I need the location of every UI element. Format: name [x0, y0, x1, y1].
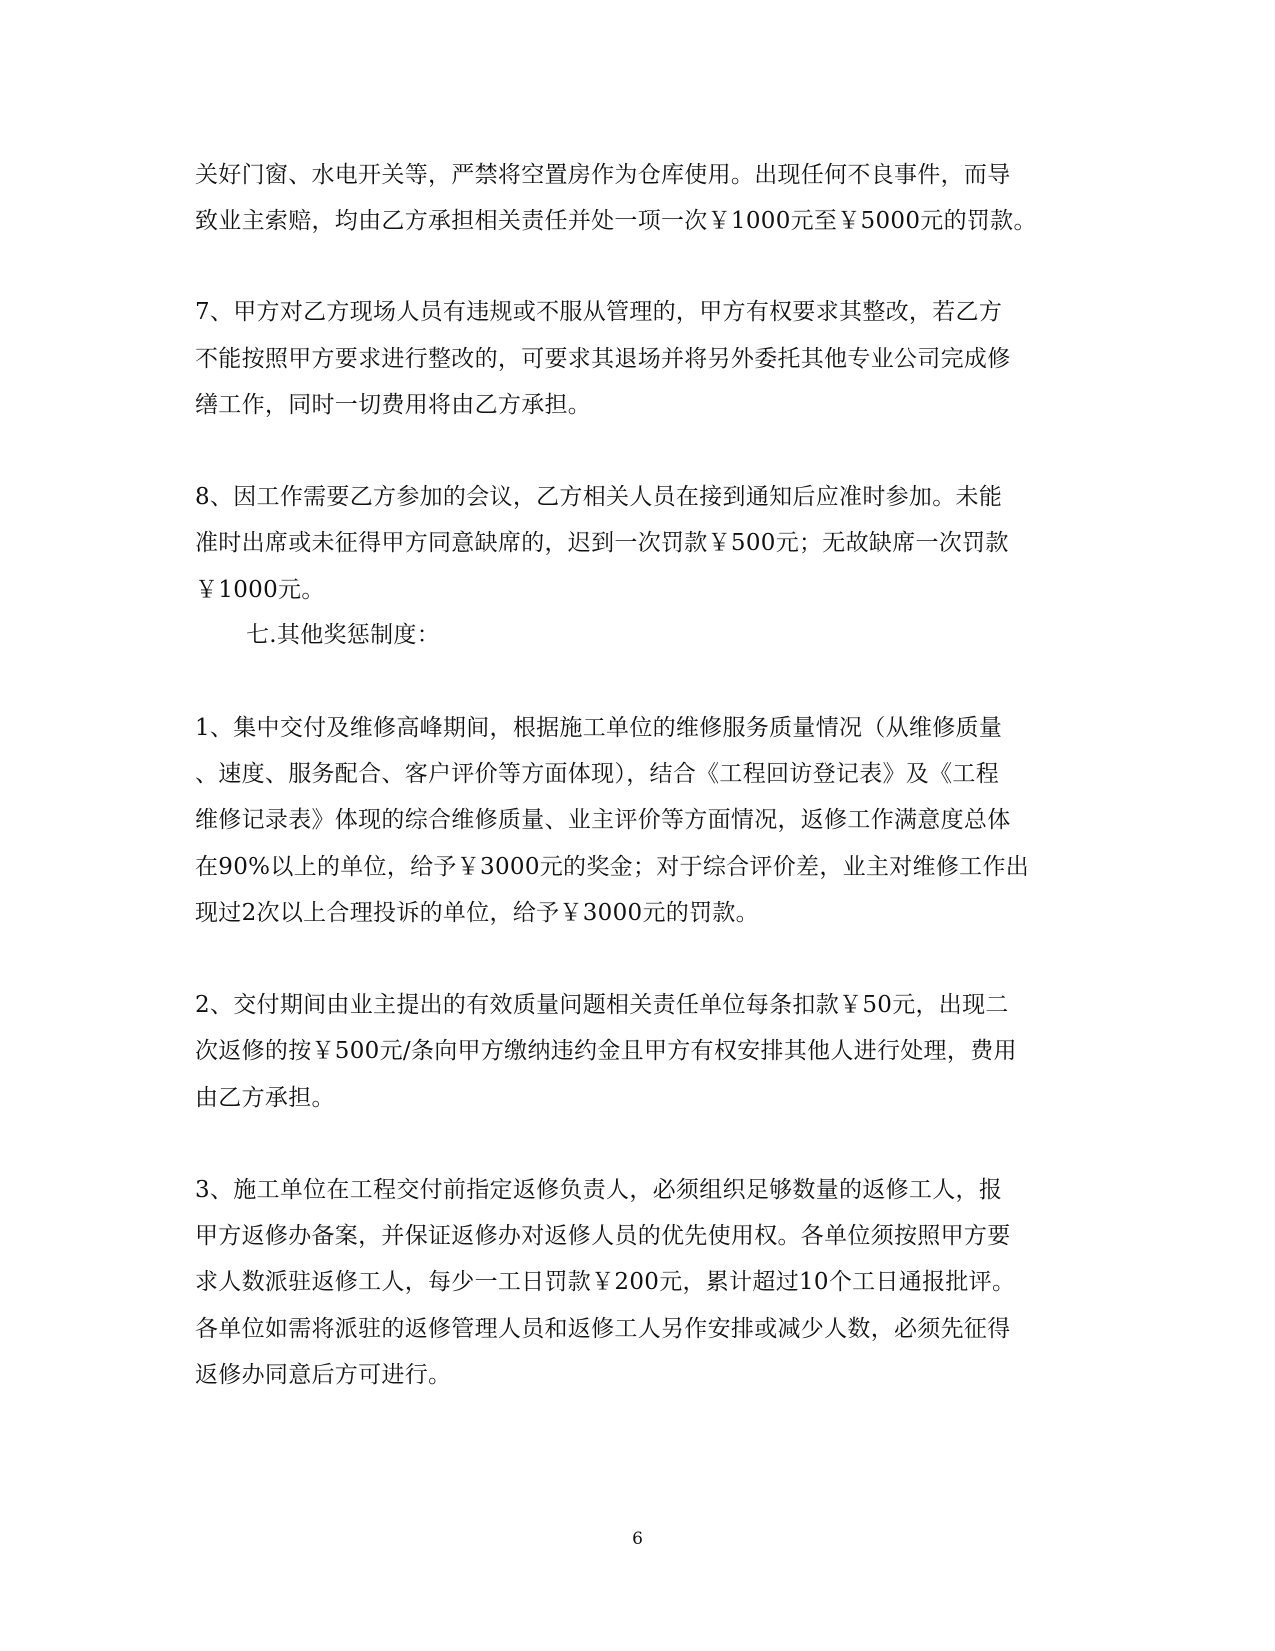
reward-item-3-line-5: 返修办同意后方可进行。 — [195, 1362, 452, 1388]
page-number: 6 — [632, 1529, 643, 1549]
item-7-line-1: 7、甲方对乙方现场人员有违规或不服从管理的，甲方有权要求其整改，若乙方 — [195, 299, 1003, 325]
reward-item-1-line-2: 、速度、服务配合、客户评价等方面体现），结合《工程回访登记表》及《工程 — [195, 761, 999, 787]
reward-item-2-line-2: 次返修的按￥500元/条向甲方缴纳违约金且甲方有权安排其他人进行处理，费用 — [195, 1038, 1017, 1064]
item-7-line-2: 不能按照甲方要求进行整改的，可要求其退场并将另外委托其他专业公司完成修 — [195, 346, 1011, 372]
section-heading-7: 七.其他奖惩制度： — [246, 622, 441, 648]
reward-item-1-line-3: 维修记录表》体现的综合维修质量、业主评价等方面情况，返修工作满意度总体 — [195, 807, 1011, 833]
paragraph-6-line-2: 致业主索赔，均由乙方承担相关责任并处一项一次￥1000元至￥5000元的罚款。 — [195, 208, 1037, 234]
reward-item-3-line-2: 甲方返修办备案，并保证返修办对返修人员的优先使用权。各单位须按照甲方要 — [195, 1223, 1011, 1249]
reward-item-2-line-1: 2、交付期间由业主提出的有效质量问题相关责任单位每条扣款￥50元，出现二 — [195, 992, 1009, 1018]
reward-item-1-line-1: 1、集中交付及维修高峰期间，根据施工单位的维修服务质量情况（从维修质量 — [195, 715, 1003, 741]
reward-item-3-line-1: 3、施工单位在工程交付前指定返修负责人，必须组织足够数量的返修工人，报 — [195, 1177, 1003, 1203]
item-8-line-3: ￥1000元。 — [195, 577, 325, 603]
paragraph-6-line-1: 关好门窗、水电开关等，严禁将空置房作为仓库使用。出现任何不良事件，而导 — [195, 162, 1011, 188]
reward-item-1-line-5: 现过2次以上合理投诉的单位，给予￥3000元的罚款。 — [195, 900, 759, 926]
reward-item-3-line-4: 各单位如需将派驻的返修管理人员和返修工人另作安排或减少人数，必须先征得 — [195, 1316, 1011, 1342]
reward-item-1-line-4: 在90%以上的单位，给予￥3000元的奖金；对于综合评价差，业主对维修工作出 — [195, 854, 1030, 880]
item-7-line-3: 缮工作，同时一切费用将由乙方承担。 — [195, 392, 592, 418]
item-8-line-2: 准时出席或未征得甲方同意缺席的，迟到一次罚款￥500元；无故缺席一次罚款 — [195, 530, 1009, 556]
item-8-line-1: 8、因工作需要乙方参加的会议，乙方相关人员在接到通知后应准时参加。未能 — [195, 484, 1003, 510]
reward-item-3-line-3: 求人数派驻返修工人，每少一工日罚款￥200元，累计超过10个工日通报批评。 — [195, 1269, 1016, 1295]
reward-item-2-line-3: 由乙方承担。 — [195, 1085, 335, 1111]
